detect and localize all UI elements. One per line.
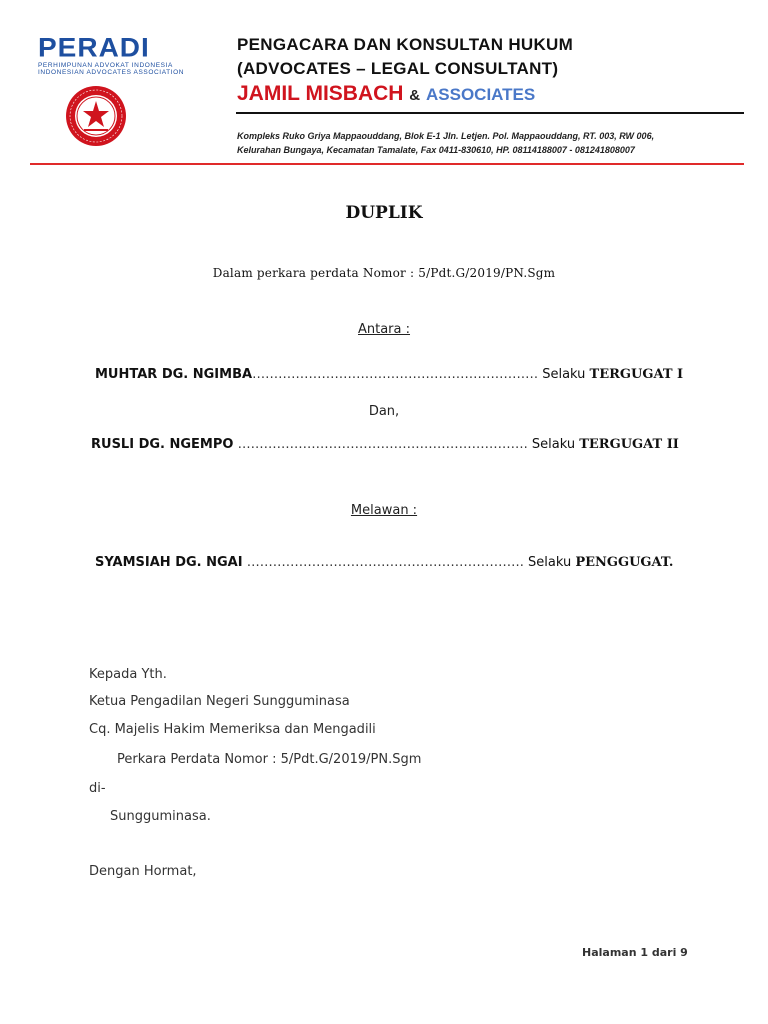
party-name: RUSLI DG. NGEMPO xyxy=(91,437,234,452)
firm-name xyxy=(237,82,535,106)
antara-text: Antara : xyxy=(357,322,411,337)
peradi-logo: PERADI xyxy=(38,32,150,63)
party-dots: …………………………………………………………. xyxy=(233,437,528,452)
party-name: MUHTAR DG. NGIMBA xyxy=(95,367,253,382)
firm-address-line-1: Kompleks Ruko Griya Mappaouddang, Blok E-1 Jln. Letjen. Pol. Mappaouddang, RT. 003, RW 006, xyxy=(237,131,655,141)
case-number-line: Dalam perkara perdata Nomor : 5/Pdt.G/2019/PN.Sgm xyxy=(212,266,556,280)
letterhead-divider xyxy=(236,112,744,114)
dan-label: Dan, xyxy=(368,404,400,419)
recipient-line-3: Cq. Majelis Hakim Memeriksa dan Mengadili xyxy=(89,722,376,737)
melawan-label xyxy=(0,503,768,518)
page-number: Halaman 1 dari 9 xyxy=(582,946,688,959)
party-role: PENGGUGAT. xyxy=(575,555,674,570)
firm-name-main: JAMIL MISBACH xyxy=(237,82,404,105)
peradi-logo-subtitle-1: PERHIMPUNAN ADVOKAT INDONESIA xyxy=(38,62,173,69)
peradi-logo-subtitle-2: INDONESIAN ADVOCATES ASSOCIATION xyxy=(38,69,185,76)
party-row xyxy=(91,437,679,452)
antara-label xyxy=(0,322,768,337)
letterhead-red-divider xyxy=(30,163,744,165)
party-name: SYAMSIAH DG. NGAI xyxy=(95,555,243,570)
document-title: DUPLIK xyxy=(345,203,423,223)
greeting: Dengan Hormat, xyxy=(89,864,197,879)
firm-address-line-2: Kelurahan Bungaya, Kecamatan Tamalate, Fax 0411-830610, HP. 08114188007 - 081241808007 xyxy=(237,145,635,155)
party-row xyxy=(95,367,683,382)
party-row xyxy=(95,555,673,570)
party-dots: ………………………………………………………. xyxy=(242,555,524,570)
party-selaku: Selaku xyxy=(542,367,586,382)
firm-name-ampersand: & xyxy=(409,87,421,104)
melawan-text: Melawan : xyxy=(350,503,418,518)
party-role: TERGUGAT II xyxy=(579,437,679,452)
ikadin-seal-icon xyxy=(64,84,128,148)
firm-name-associates: ASSOCIATES xyxy=(425,85,536,104)
party-role: TERGUGAT I xyxy=(589,367,684,382)
firm-title-line-1: PENGACARA DAN KONSULTAN HUKUM xyxy=(237,35,574,54)
party-selaku: Selaku xyxy=(527,555,572,570)
recipient-line-4: Perkara Perdata Nomor : 5/Pdt.G/2019/PN.Sgm xyxy=(117,752,422,767)
recipient-line-6: Sungguminasa. xyxy=(110,809,211,824)
recipient-line-2: Ketua Pengadilan Negeri Sungguminasa xyxy=(89,694,350,709)
party-dots: ………………………………………………………… xyxy=(252,367,539,382)
party-selaku: Selaku xyxy=(531,437,576,452)
recipient-line-1: Kepada Yth. xyxy=(89,667,167,682)
recipient-line-5: di- xyxy=(89,781,106,796)
firm-title-line-2: (ADVOCATES – LEGAL CONSULTANT) xyxy=(237,59,559,78)
